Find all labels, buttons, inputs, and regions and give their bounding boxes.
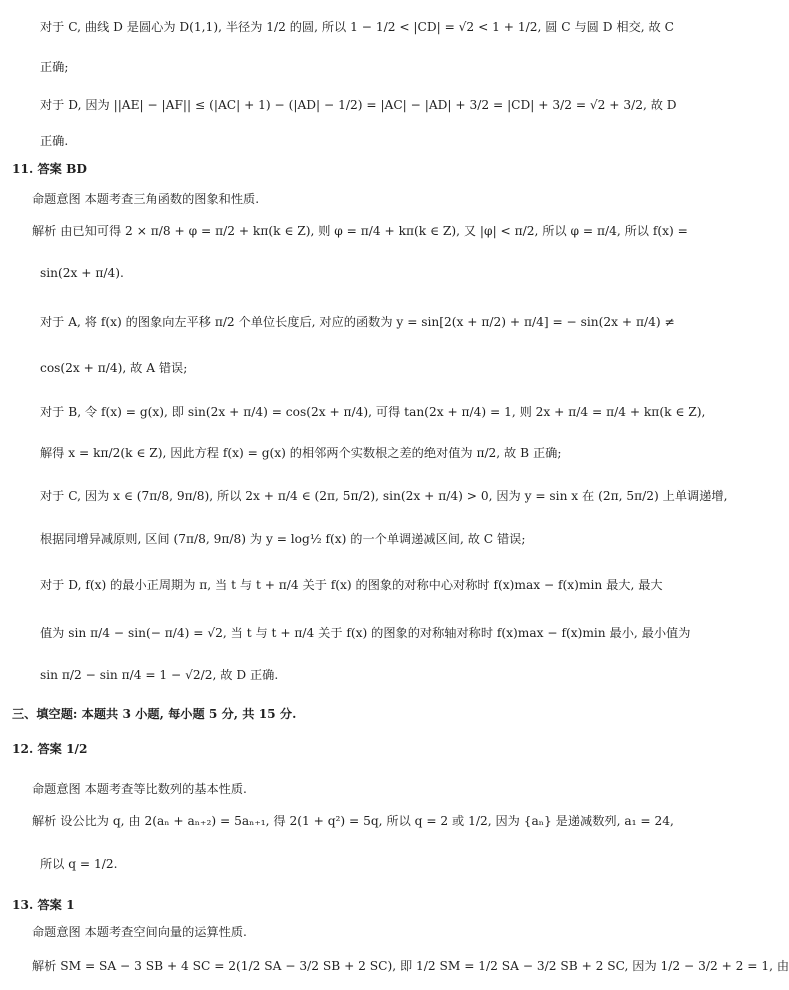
- problem-intent: 命题意图 本题考查三角函数的图象和性质.: [32, 192, 260, 206]
- text-line: 对于 D, f(x) 的最小正周期为 π, 当 t 与 t + π/4 关于 f(x) 的图象的对称中心对称时 f(x)max − f(x)min 最大, 最大: [40, 578, 663, 592]
- text-line: 对于 D, 因为 ||AE| − |AF|| ≤ (|AC| + 1) − (|AD| − 1/2) = |AC| − |AD| + 3/2 = |CD| + 3/2 = √2 + 3/2, 故 D: [40, 98, 677, 112]
- problem-intent: 命题意图 本题考查等比数列的基本性质.: [32, 782, 247, 796]
- text-line: 所以 q = 1/2.: [40, 857, 118, 871]
- text-line: 对于 C, 因为 x ∈ (7π/8, 9π/8), 所以 2x + π/4 ∈ (2π, 5π/2), sin(2x + π/4) > 0, 因为 y = sin x 在 (2π, 5π/2) 上单调递增,: [40, 489, 728, 503]
- section-heading-fill-in: 三、填空题: 本题共 3 小题, 每小题 5 分, 共 15 分.: [12, 707, 297, 721]
- text-line: 对于 B, 令 f(x) = g(x), 即 sin(2x + π/4) = cos(2x + π/4), 可得 tan(2x + π/4) = 1, 则 2x + π/4 = π/4 + kπ(k ∈ Z),: [40, 405, 706, 419]
- answer-heading-12: 12. 答案 1/2: [12, 742, 88, 756]
- text-line: 对于 A, 将 f(x) 的图象向左平移 π/2 个单位长度后, 对应的函数为 y = sin[2(x + π/2) + π/4] = − sin(2x + π/4) ≠: [40, 315, 675, 329]
- problem-intent: 命题意图 本题考查空间向量的运算性质.: [32, 925, 247, 939]
- text-line: 正确.: [40, 134, 69, 148]
- text-line: 正确;: [40, 60, 69, 74]
- text-line: 解得 x = kπ/2(k ∈ Z), 因此方程 f(x) = g(x) 的相邻两个实数根之差的绝对值为 π/2, 故 B 正确;: [40, 446, 562, 460]
- text-line: 根据同增异减原则, 区间 (7π/8, 9π/8) 为 y = log½ f(x) 的一个单调递减区间, 故 C 错误;: [40, 532, 526, 546]
- analysis-text: 解析 设公比为 q, 由 2(aₙ + aₙ₊₂) = 5aₙ₊₁, 得 2(1 + q²) = 5q, 所以 q = 2 或 1/2, 因为 {aₙ} 是递减数列, a₁ = 24,: [32, 814, 674, 828]
- text-line: 对于 C, 曲线 D 是圆心为 D(1,1), 半径为 1/2 的圆, 所以 1 − 1/2 < |CD| = √2 < 1 + 1/2, 圆 C 与圆 D 相交, 故 C: [40, 20, 674, 34]
- answer-heading-11: 11. 答案 BD: [12, 162, 87, 176]
- text-line: 值为 sin π/4 − sin(− π/4) = √2, 当 t 与 t + π/4 关于 f(x) 的图象的对称轴对称时 f(x)max − f(x)min 最小, 最小值为: [40, 626, 691, 640]
- text-line: cos(2x + π/4), 故 A 错误;: [40, 361, 188, 375]
- analysis-text: 解析 SM = SA − 3 SB + 4 SC = 2(1/2 SA − 3/2 SB + 2 SC), 即 1/2 SM = 1/2 SA − 3/2 SB + 2 SC, 因为 1/2 − 3/2 + 2 = 1, 由: [32, 959, 789, 973]
- answer-heading-13: 13. 答案 1: [12, 898, 75, 912]
- text-line: sin(2x + π/4).: [40, 266, 124, 280]
- analysis-text: 解析 由已知可得 2 × π/8 + φ = π/2 + kπ(k ∈ Z), 则 φ = π/4 + kπ(k ∈ Z), 又 |φ| < π/2, 所以 φ = π/4, 所以 f(x) =: [32, 224, 688, 238]
- text-line: sin π/2 − sin π/4 = 1 − √2/2, 故 D 正确.: [40, 668, 279, 682]
